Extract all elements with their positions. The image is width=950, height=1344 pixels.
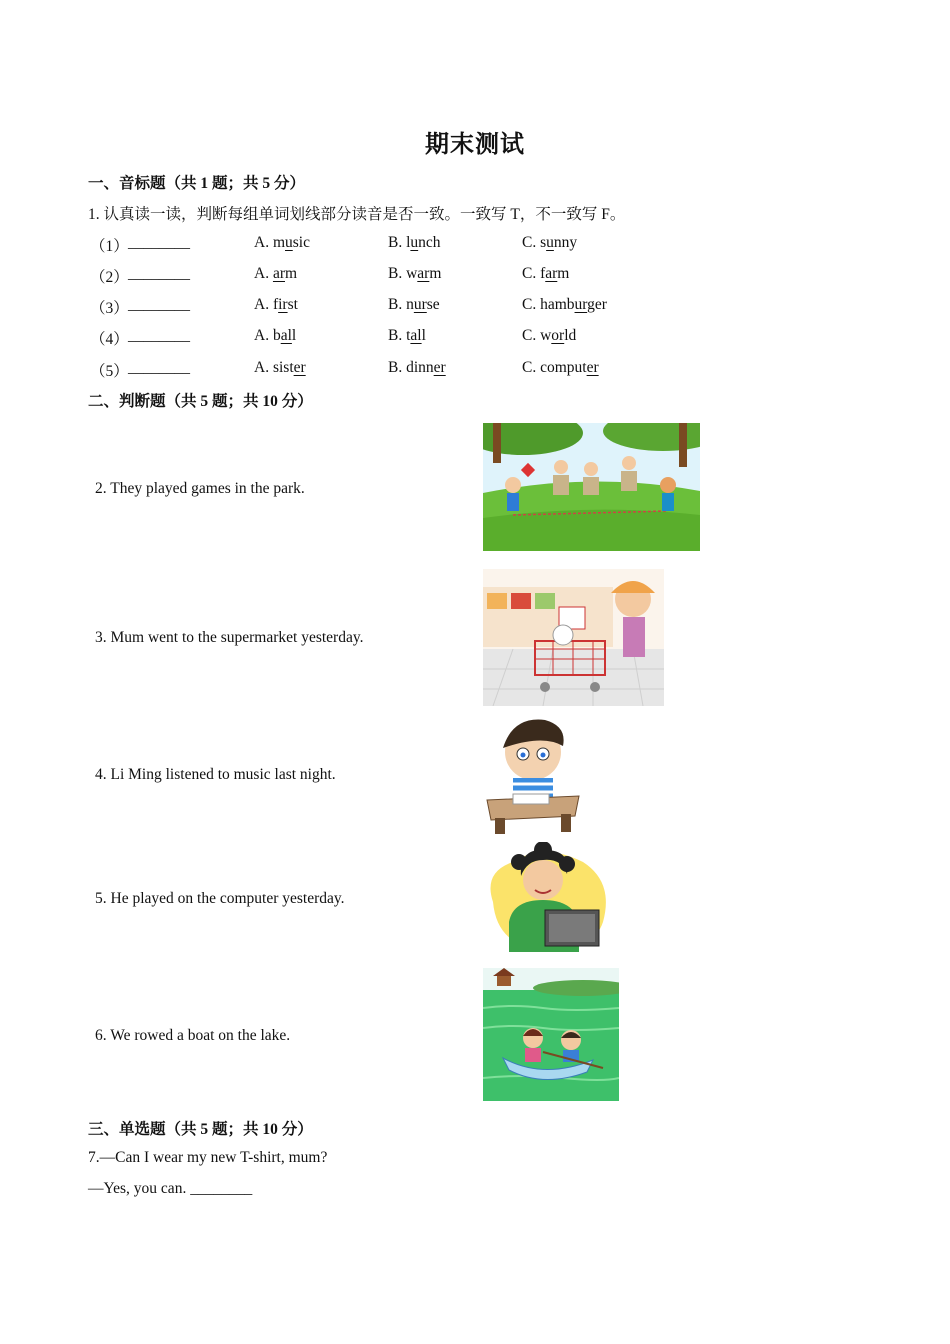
option-b: B. dinner	[388, 359, 446, 376]
answer-blank[interactable]: ________	[128, 359, 190, 376]
option-a: A. sister	[254, 359, 306, 376]
row-number: （4）	[90, 331, 129, 348]
row-number: （2）	[90, 269, 129, 286]
answer-blank[interactable]: ________	[128, 234, 190, 251]
question-6-text: 6. We rowed a boat on the lake.	[95, 1027, 291, 1044]
option-c: C. hamburger	[522, 296, 607, 313]
option-b: B. nurse	[388, 296, 440, 313]
answer-blank[interactable]: ________	[128, 265, 190, 282]
option-b: B. warm	[388, 265, 442, 282]
option-c: C. farm	[522, 265, 570, 282]
boy-computer-illustration	[483, 842, 614, 956]
answer-blank[interactable]: ________	[128, 296, 190, 313]
rowing-boat-illustration	[483, 968, 619, 1101]
option-c: C. world	[522, 327, 577, 344]
row-number: （5）	[90, 363, 129, 380]
option-c: C. sunny	[522, 234, 578, 251]
question-7-line-2: —Yes, you can. ________	[88, 1180, 253, 1197]
option-a: A. first	[254, 296, 298, 313]
question-3-text: 3. Mum went to the supermarket yesterday.	[95, 629, 364, 646]
option-a: A. music	[254, 234, 310, 251]
option-b: B. tall	[388, 327, 426, 344]
row-number: （3）	[90, 300, 129, 317]
question-2-text: 2. They played games in the park.	[95, 480, 305, 497]
park-games-illustration	[483, 423, 700, 551]
question-4-text: 4. Li Ming listened to music last night.	[95, 766, 336, 783]
question-7-line-1: 7.—Can I wear my new T-shirt, mum?	[88, 1149, 328, 1166]
option-b: B. lunch	[388, 234, 441, 251]
section-3-heading: 三、单选题（共 5 题；共 10 分）	[88, 1121, 313, 1138]
answer-blank[interactable]: ________	[128, 327, 190, 344]
question-1-prompt: 1. 认真读一读，判断每组单词划线部分读音是否一致。一致写 T，不一致写 F。	[88, 206, 626, 223]
boy-reading-illustration	[483, 712, 593, 836]
option-a: A. arm	[254, 265, 298, 282]
option-a: A. ball	[254, 327, 297, 344]
supermarket-illustration	[483, 569, 664, 706]
page-title: 期末测试	[425, 132, 525, 158]
row-number: （1）	[90, 238, 129, 255]
question-5-text: 5. He played on the computer yesterday.	[95, 890, 345, 907]
section-2-heading: 二、判断题（共 5 题；共 10 分）	[88, 393, 313, 410]
option-c: C. computer	[522, 359, 599, 376]
section-1-heading: 一、音标题（共 1 题；共 5 分）	[88, 175, 306, 192]
